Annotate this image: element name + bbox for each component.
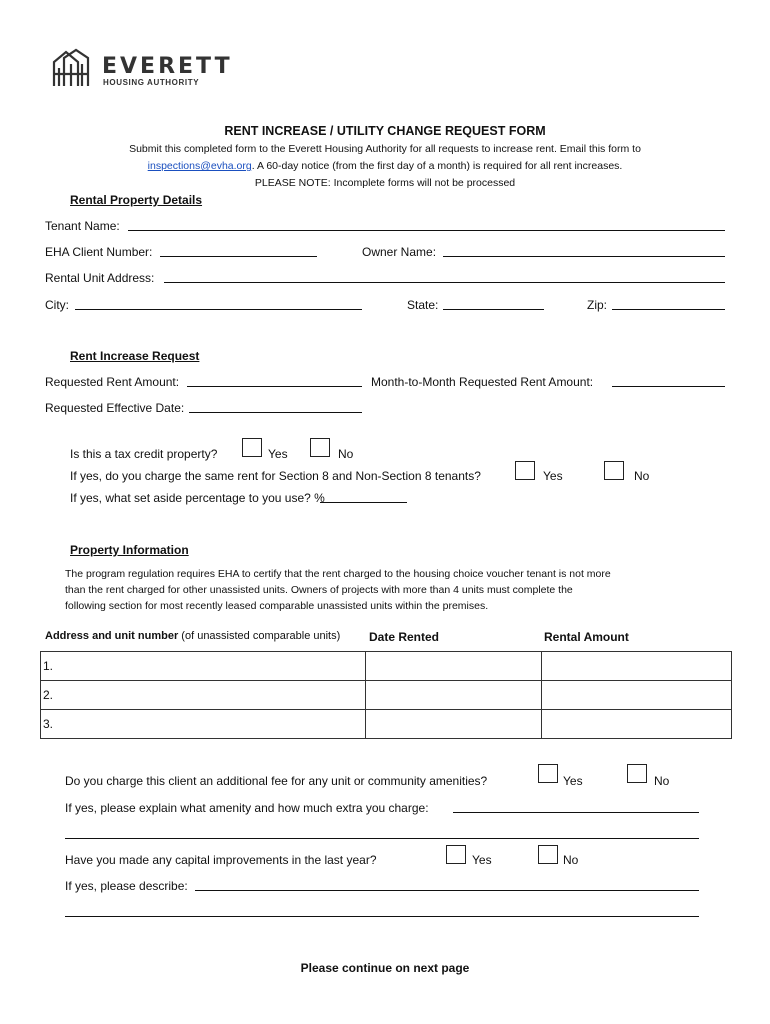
col-header-date-rented: Date Rented — [369, 630, 440, 644]
logo-subtitle: HOUSING AUTHORITY — [103, 78, 200, 87]
capital-describe-label: If yes, please describe: — [65, 879, 188, 893]
amenity-explain-field-line-2[interactable] — [65, 838, 699, 839]
same-rent-yes-checkbox[interactable] — [515, 461, 535, 480]
row-amount-cell[interactable] — [542, 681, 732, 710]
col-header-address-rest: (of unassisted comparable units) — [178, 630, 341, 642]
rental-unit-address-label: Rental Unit Address: — [45, 271, 155, 285]
property-info-para-2: than the rent charged for other unassisted units. Owners of projects with more than 4 units must complete the — [65, 584, 573, 596]
city-field[interactable] — [75, 309, 362, 310]
email-link[interactable]: inspections@evha.org — [147, 160, 252, 172]
intro-line-1: Submit this completed form to the Everett Housing Authority for all requests to increase rent. Email this form to — [129, 143, 641, 155]
col-header-rental-amount: Rental Amount — [544, 630, 629, 644]
capital-improvements-question: Have you made any capital improvements in the last year? — [65, 853, 377, 867]
continue-note: Please continue on next page — [300, 961, 470, 975]
city-label: City: — [45, 298, 69, 312]
logo-name: EVERETT — [102, 54, 233, 79]
row-amount-cell[interactable] — [542, 710, 732, 739]
col-header-address — [45, 630, 340, 642]
intro-line-2 — [0, 160, 770, 172]
row-date-cell[interactable] — [366, 652, 542, 681]
property-info-para-3: following section for most recently leased comparable unassisted units within the premises. — [65, 600, 489, 612]
capital-describe-field[interactable] — [195, 890, 699, 891]
form-title: RENT INCREASE / UTILITY CHANGE REQUEST FORM — [224, 124, 546, 138]
same-rent-question: If yes, do you charge the same rent for Section 8 and Non-Section 8 tenants? — [70, 469, 481, 483]
month-to-month-label: Month-to-Month Requested Rent Amount: — [371, 375, 594, 389]
tax-credit-no-label: No — [338, 447, 354, 461]
property-info-para-1: The program regulation requires EHA to certify that the rent charged to the housing choice voucher tenant is not more — [65, 568, 611, 580]
month-to-month-field[interactable] — [612, 386, 725, 387]
capital-yes-checkbox[interactable] — [446, 845, 466, 864]
tax-credit-no-checkbox[interactable] — [310, 438, 330, 457]
col-header-address-bold: Address and unit number — [45, 630, 179, 642]
building-logo-icon — [52, 48, 98, 88]
amenity-fee-no-label: No — [654, 774, 670, 788]
tax-credit-yes-label: Yes — [268, 447, 288, 461]
section-heading-property-info: Property Information — [70, 543, 189, 557]
amenity-explain-field[interactable] — [453, 812, 699, 813]
state-label: State: — [407, 298, 439, 312]
table-row — [41, 681, 732, 710]
row-date-cell[interactable] — [366, 681, 542, 710]
rental-unit-address-field[interactable] — [164, 282, 725, 283]
requested-rent-field[interactable] — [187, 386, 362, 387]
intro-line-2-rest: . A 60-day notice (from the first day of a month) is required for all rent increases. — [251, 160, 623, 172]
section-heading-rental-property: Rental Property Details — [70, 193, 203, 207]
row-amount-cell[interactable] — [542, 652, 732, 681]
capital-no-label: No — [563, 853, 579, 867]
capital-describe-field-line-2[interactable] — [65, 916, 699, 917]
zip-field[interactable] — [612, 309, 725, 310]
owner-name-field[interactable] — [443, 256, 725, 257]
row-address-cell[interactable]: 2. — [41, 681, 366, 710]
table-row — [41, 652, 732, 681]
state-field[interactable] — [443, 309, 544, 310]
logo — [52, 48, 233, 90]
amenity-fee-yes-label: Yes — [563, 774, 583, 788]
comparable-units-table — [40, 651, 732, 739]
tenant-name-field[interactable] — [128, 230, 725, 231]
same-rent-yes-label: Yes — [543, 469, 563, 483]
set-aside-field[interactable] — [320, 502, 407, 503]
same-rent-no-label: No — [634, 469, 650, 483]
tax-credit-question: Is this a tax credit property? — [70, 447, 218, 461]
capital-no-checkbox[interactable] — [538, 845, 558, 864]
row-address-cell[interactable]: 1. — [41, 652, 366, 681]
eha-client-number-field[interactable] — [160, 256, 317, 257]
capital-yes-label: Yes — [472, 853, 492, 867]
section-heading-rent-increase: Rent Increase Request — [70, 349, 200, 363]
tenant-name-label: Tenant Name: — [45, 219, 120, 233]
eha-client-number-label: EHA Client Number: — [45, 245, 153, 259]
incomplete-note: PLEASE NOTE: Incomplete forms will not be processed — [254, 177, 516, 189]
requested-rent-label: Requested Rent Amount: — [45, 375, 180, 389]
amenity-fee-yes-checkbox[interactable] — [538, 764, 558, 783]
set-aside-question: If yes, what set aside percentage to you use? % — [70, 491, 325, 505]
amenity-fee-question: Do you charge this client an additional fee for any unit or community amenities? — [65, 774, 488, 788]
effective-date-label: Requested Effective Date: — [45, 401, 185, 415]
table-row — [41, 710, 732, 739]
effective-date-field[interactable] — [189, 412, 362, 413]
row-address-cell[interactable]: 3. — [41, 710, 366, 739]
owner-name-label: Owner Name: — [362, 245, 437, 259]
zip-label: Zip: — [587, 298, 608, 312]
amenity-fee-no-checkbox[interactable] — [627, 764, 647, 783]
same-rent-no-checkbox[interactable] — [604, 461, 624, 480]
tax-credit-yes-checkbox[interactable] — [242, 438, 262, 457]
row-date-cell[interactable] — [366, 710, 542, 739]
amenity-explain-label: If yes, please explain what amenity and how much extra you charge: — [65, 801, 429, 815]
